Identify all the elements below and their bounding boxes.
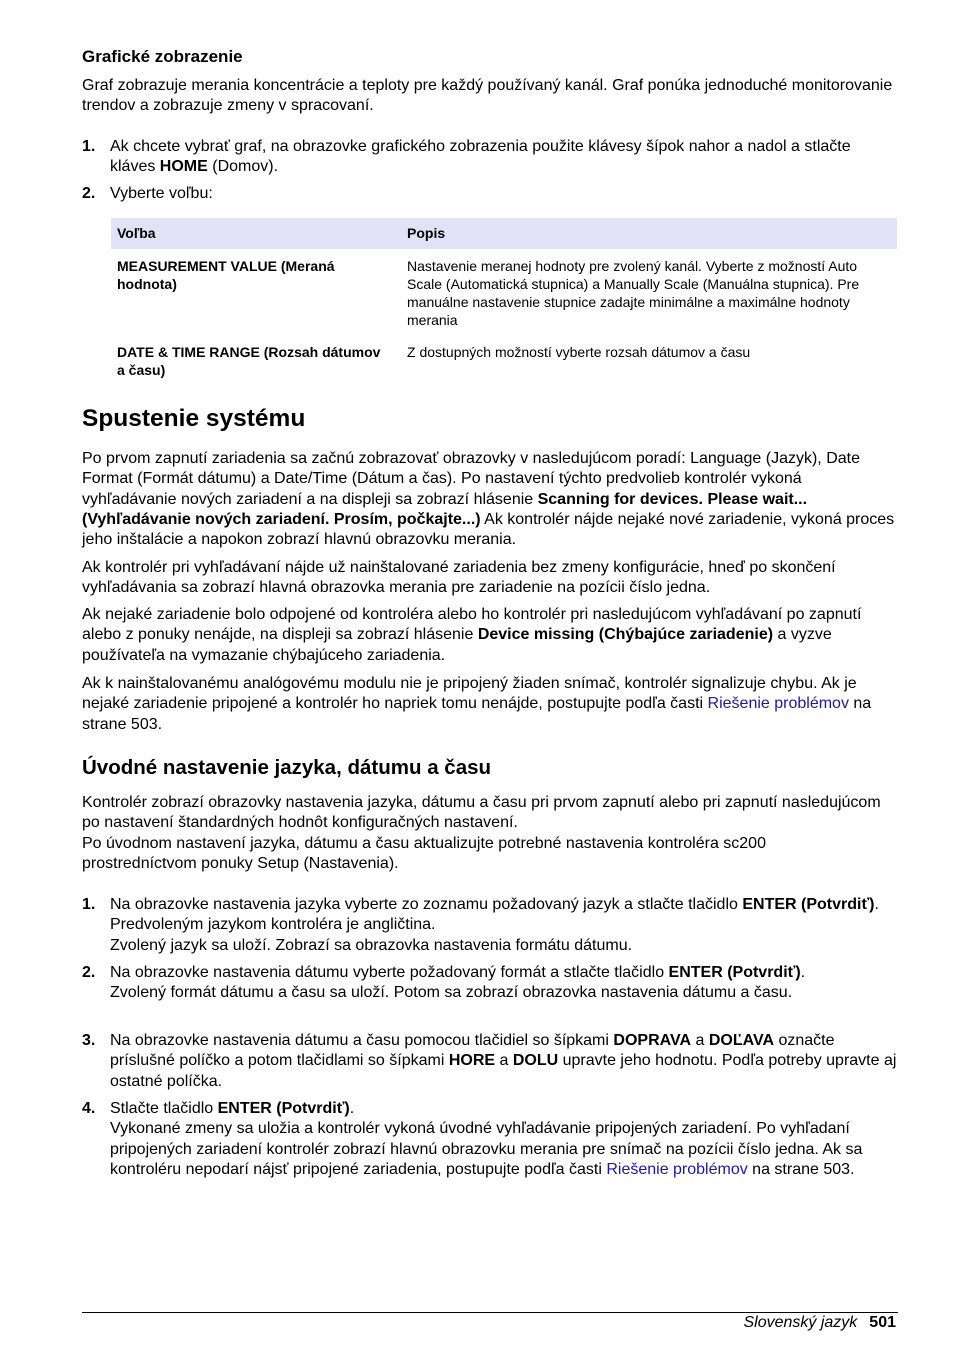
page-footer: [743, 1313, 896, 1333]
step-number: 1.: [82, 138, 96, 155]
text: Po prvom zapnutí zariadenia sa začnú zobrazovať obrazovky v nasledujúcom poradí: Language (Jazyk), Date Format (Formát dátumu) a Date/Time (Dátum a čas). Po nastavení týchto predvolieb kontrolér vykoná vyhľadávanie nových zariadení a na displeji sa zobrazí hlásenie: [82, 450, 860, 508]
text: a vyzve používateľa na vymazanie chýbajúceho zariadenia.: [82, 626, 832, 664]
list-item: [82, 963, 898, 1004]
table-row: [111, 257, 897, 343]
step-result: Vykonané zmeny sa uložia a kontrolér vykoná úvodné vyhľadávanie pripojených zariadení. Po vyhľadaní pripojených zariadení kontrolér zobrazí hlavnú obrazovku merania pre snímač na pozícii číslo jedna. Ak sa kontroléru nepodarí nájsť pripojené zariadenia, postupujte podľa časti: [110, 1120, 863, 1178]
table-cell-desc: Nastavenie meranej hodnoty pre zvolený kanál. Vyberte z možností Auto Scale (Automatická stupnica) a Manually Scale (Manuálna stupnica). Pre manuálne nastavenie stupnice zadajte minimálne a maximálne hodnoty merania: [407, 258, 860, 328]
text: Ak nejaké zariadenie bolo odpojené od kontroléra alebo ho kontrolér pri nasledujúcom vyhľadávaní po zapnutí alebo z ponuky nenájde, na displeji sa zobrazí hlásenie: [82, 606, 862, 644]
paragraph: Graf zobrazuje merania koncentrácie a teploty pre každý používaný kanál. Graf ponúka jednoduché monitorovanie trendov a zobrazuje zmeny v spracovaní.: [82, 77, 893, 115]
step-text: a: [495, 1052, 513, 1070]
table-header: [111, 218, 897, 249]
step-text: Ak chcete vybrať graf, na obrazovke grafického zobrazenia použite klávesy šípok nahor a nadol a stlačte kláves: [110, 138, 851, 176]
key-name: HORE: [448, 1052, 496, 1070]
paragraph: Kontrolér zobrazí obrazovky nastavenia jazyka, dátumu a času pri prvom zapnutí alebo pri zapnutí nasledujúcom po nastavení štandardných hodnôt konfiguračných nastavení.: [82, 794, 881, 832]
step-text: Na obrazovke nastavenia dátumu vyberte požadovaný formát a stlačte tlačidlo: [110, 964, 669, 981]
step-text: .: [800, 964, 806, 981]
paragraph: [82, 674, 898, 735]
step-text: (Domov).: [207, 158, 279, 176]
message-text: Device missing (Chýbajúce zariadenie): [477, 626, 774, 644]
step-text: Vyberte voľbu:: [110, 185, 213, 202]
step-text: a: [691, 1032, 709, 1049]
list-item: [82, 1031, 898, 1092]
key-name: ENTER (Potvrdiť): [217, 1100, 350, 1117]
section-heading-graph: Grafické zobrazenie: [82, 47, 243, 66]
column-header: Popis: [407, 225, 446, 241]
key-name: DOLU: [512, 1052, 559, 1070]
options-table: [111, 218, 897, 378]
list-item: [82, 137, 898, 178]
list-item: [82, 895, 898, 956]
section-heading-startup: Spustenie systému: [82, 405, 306, 432]
key-name: DOPRAVA: [613, 1032, 692, 1049]
troubleshooting-link[interactable]: Riešenie problémov: [707, 695, 849, 713]
paragraph: Po úvodnom nastavení jazyka, dátumu a času aktualizujte potrebné nastavenia kontroléra sc200 prostredníctvom ponuky Setup (Nastavenia).: [82, 835, 766, 873]
message-text: Scanning for devices. Please wait... (Vyhľadávanie nových zariadení. Prosím, počkajte...): [82, 490, 808, 528]
key-name: HOME: [159, 158, 208, 176]
text: Ak k nainštalovanému analógovému modulu nie je pripojený žiaden snímač, kontrolér signalizuje chybu. Ak je nejaké zariadenie pripojené a kontrolér ho napriek tomu nenájde, postupujte podľa časti: [82, 675, 857, 713]
step-text: Na obrazovke nastavenia dátumu a času pomocou tlačidiel so šípkami: [110, 1032, 614, 1049]
step-text: Stlačte tlačidlo: [110, 1100, 218, 1117]
step-number: 3.: [82, 1032, 96, 1049]
step-text: na strane 503.: [747, 1160, 855, 1178]
key-name: ENTER (Potvrdiť): [668, 964, 801, 981]
step-result: Zvolený formát dátumu a času sa uloží. Potom sa zobrazí obrazovka nastavenia dátumu a času.: [110, 984, 793, 1002]
page-number: 501: [869, 1314, 896, 1331]
step-text: označte príslušné políčko a potom tlačidlami so šípkami: [110, 1032, 835, 1070]
text: Ak kontrolér nájde nejaké nové zariadenie, vykoná proces jeho inštalácie a napokon zobrazí hlavnú obrazovku merania.: [82, 510, 895, 549]
step-number: 2.: [82, 185, 96, 202]
table-row: [111, 343, 897, 383]
list-item: [82, 1099, 898, 1180]
troubleshooting-link[interactable]: Riešenie problémov: [606, 1160, 748, 1178]
table-cell-option: DATE & TIME RANGE (Rozsah dátumov a času): [117, 344, 381, 378]
key-name: DOĽAVA: [708, 1032, 775, 1049]
table-cell-option: MEASUREMENT VALUE (Meraná hodnota): [117, 258, 335, 292]
step-number: 1.: [82, 896, 96, 913]
step-number: 2.: [82, 964, 96, 981]
step-text: upravte jeho hodnotu. Podľa potreby upravte aj ostatné políčka.: [110, 1052, 897, 1090]
paragraph: Ak kontrolér pri vyhľadávaní nájde už nainštalované zariadenia bez zmeny konfigurácie, hneď po skončení vyhľadávania sa zobrazí hlavná obrazovka merania pre zariadenie na pozícii číslo jedna.: [82, 559, 836, 597]
paragraph: [82, 449, 898, 550]
step-text: .: [349, 1100, 355, 1117]
key-name: ENTER (Potvrdiť): [742, 896, 875, 913]
paragraph: [82, 605, 898, 666]
footer-language: Slovenský jazyk: [743, 1314, 858, 1331]
step-number: 4.: [82, 1100, 96, 1117]
section-heading-initial-setup: Úvodné nastavenie jazyka, dátumu a času: [82, 756, 492, 779]
list-item: [82, 184, 898, 204]
table-cell-desc: Z dostupných možností vyberte rozsah dátumov a času: [407, 344, 751, 360]
step-text: . Predvoleným jazykom kontroléra je angličtina.: [110, 896, 879, 934]
text: na strane 503.: [82, 695, 872, 733]
step-text: Na obrazovke nastavenia jazyka vyberte zo zoznamu požadovaný jazyk a stlačte tlačidlo: [110, 896, 743, 913]
step-result: Zvolený jazyk sa uloží. Zobrazí sa obrazovka nastavenia formátu dátumu.: [110, 936, 633, 954]
column-header: Voľba: [117, 225, 156, 241]
